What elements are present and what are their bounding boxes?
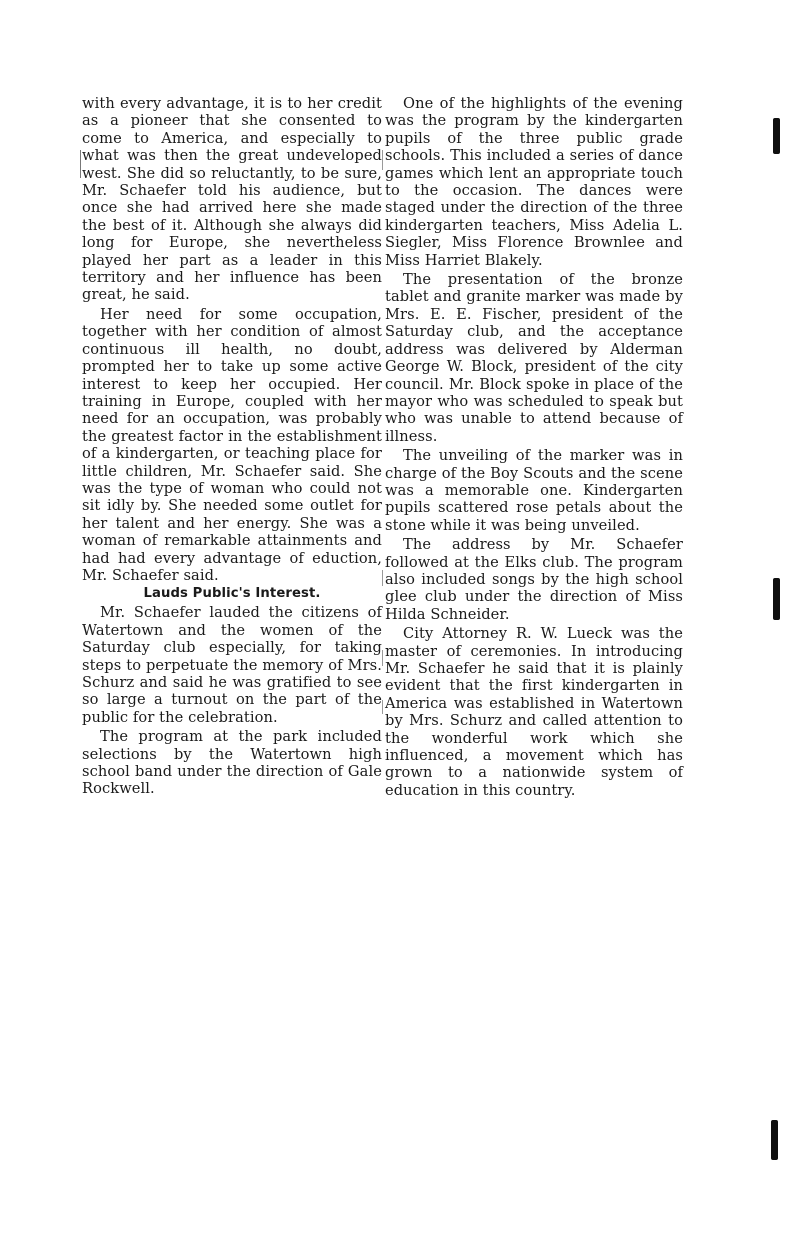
left-column	[82, 95, 382, 798]
left-paragraph: The program at the park included selections by the Watertown high school band under the direction of Gale Rockwell.	[82, 728, 382, 798]
binding-hole-mark	[773, 118, 780, 154]
right-paragraph: The unveiling of the marker was in charge of the Boy Scouts and the scene was a memorable one. Kindergarten pupils scattered rose petals about the stone while it was being unveiled.	[385, 447, 683, 534]
left-paragraph: Mr. Schaefer lauded the citizens of Watertown and the women of the Saturday club especially, for taking steps to perpetuate the memory of Mrs. Schurz and said he was gratified to see so large a turnout on the part of the public for the celebration.	[82, 604, 382, 726]
subheading: Lauds Public's Interest.	[143, 586, 321, 602]
left-paragraph: with every advantage, it is to her credit as a pioneer that she consented to come to America, and especially to what was then the great undeveloped west. She did so reluctantly, to be sure, Mr. Schaefer told his audience, but once she had arrived here she made the best of it. Although she always did long for Europe, she nevertheless played her part as a leader in this territory and her influence has been great, he said.	[82, 95, 382, 304]
right-paragraph: One of the highlights of the evening was the program by the kindergarten pupils of the three public grade schools. This included a series of dance games which lent an appropriate touch to the occasion. The dances were staged under the direction of the three kindergarten teachers, Miss Adelia L. Siegler, Miss Florence Brownlee and Miss Harriet Blakely.	[385, 95, 683, 269]
column-rule	[382, 650, 383, 666]
right-column	[385, 95, 683, 799]
margin-rule	[80, 150, 81, 178]
right-paragraph: The presentation of the bronze tablet and granite marker was made by Mrs. E. E. Fischer, president of the Saturday club, and the acceptance address was delivered by Alderman George W. Block, president of the city council. Mr. Block spoke in place of the mayor who was scheduled to speak but who was unable to attend because of illness.	[385, 271, 683, 445]
binding-hole-mark	[771, 1120, 778, 1160]
left-paragraph: Her need for some occupation, together with her condition of almost continuous ill health, no doubt, prompted her to take up some active interest to keep her occupied. Her training in Europe, coupled with her need for an occupation, was probably the greatest factor in the establishment of a kindergarten, or teaching place for little children, Mr. Schaefer said. She was the type of woman who could not sit idly by. She needed some outlet for her talent and her energy. She was a woman of remarkable attainments and had had every advantage of eduction, Mr. Schaefer said.	[82, 305, 382, 584]
column-rule	[382, 150, 383, 170]
column-rule	[382, 570, 383, 586]
binding-hole-mark	[773, 578, 780, 620]
right-paragraph: City Attorney R. W. Lueck was the master of ceremonies. In introducing Mr. Schaefer he said that it is plainly evident that the first kindergarten in America was established in Watertown by Mrs. Schurz and called attention to the wonderful work which she influenced, a movement which has grown to a nationwide system of education in this country.	[385, 625, 683, 799]
right-paragraph: The address by Mr. Schaefer followed at the Elks club. The program also included songs by the high school glee club under the direction of Miss Hilda Schneider.	[385, 536, 683, 623]
column-rule	[382, 700, 383, 714]
